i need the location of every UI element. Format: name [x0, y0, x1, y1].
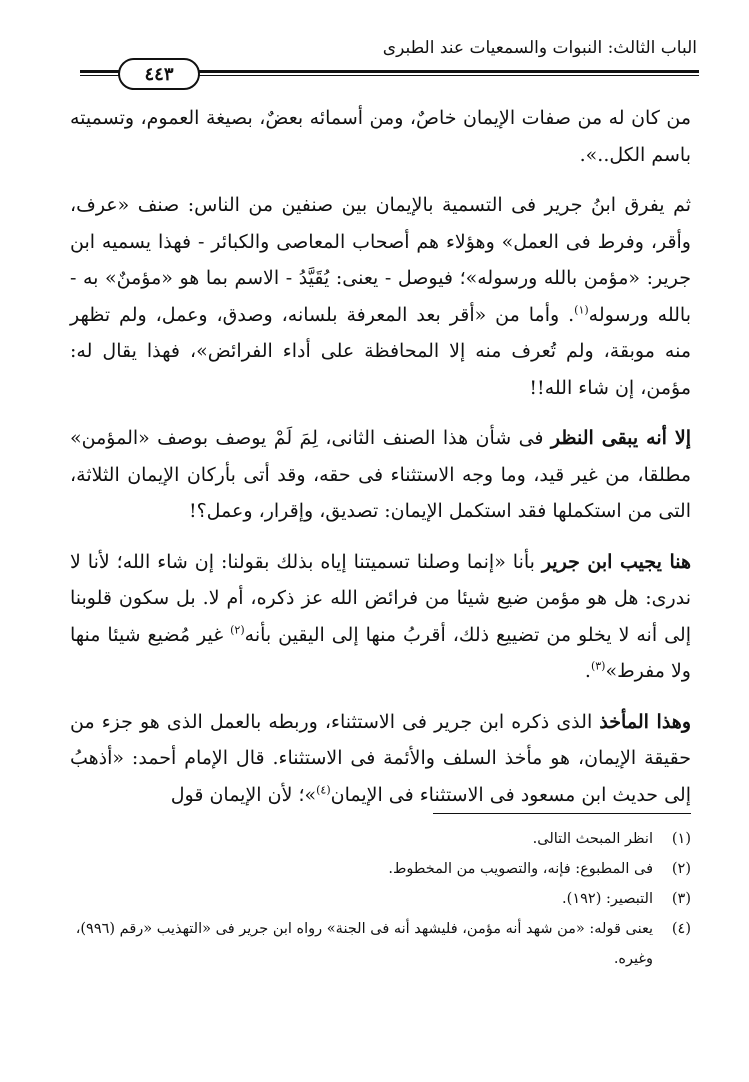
footnotes [70, 824, 691, 974]
page-number-badge: ٤٤٣ [118, 58, 200, 90]
paragraph-3-text: فى شأن هذا الصنف الثانى، لِمَ لَمْ يوصف بوصف «المؤمن» مطلقا، من غير قيد، وما وجه الاستثناء فى حقه، وقد أتى بأركان الإيمان الثلاثة، التى من استكملها فقد استكمل الإيمان: تصديق، وإقرار، وعمل؟! [70, 427, 691, 522]
paragraph-2-rest: . وأما من «أقر بعد المعرفة بلسانه، وصدق، وعمل، ولم تظهر منه موبقة، ولم تُعرف منه إلا المحافظة على أداء الفرائض»، فهذا يقال له: مؤمن، إن شاء الله!! [70, 303, 691, 399]
footnote-number: (٤) [671, 921, 691, 937]
footnote-text: فى المطبوع: فإنه، والتصويب من المخطوط. [388, 861, 653, 877]
paragraph-1 [70, 100, 691, 173]
footnote [70, 854, 691, 884]
footnote-number: (٢) [671, 861, 691, 877]
paragraph-4-lead: هنا يجيب ابن جرير [541, 550, 692, 573]
paragraph-2-text: ثم يفرق ابنُ جرير فى التسمية بالإيمان بين صنفين من الناس: صنف «عرف، وأقر، وفرط فى العمل» وهؤلاء هم أصحاب المعاصى والكبائر - فهذا يسميه ابن جرير: «مؤمن بالله ورسوله»؛ فيوصل - يعنى: يُقَيَّدُ - الاسم بما هو «مؤمنٌ» به - بالله ورسوله [70, 194, 691, 326]
footnote-number: (١) [671, 831, 691, 847]
footnote [70, 884, 691, 914]
paragraph-4-text: بأنا «إنما وصلنا تسميتنا إياه بذلك بقولنا: إن شاء الله؛ لأنا لا ندرى: هل هو مؤمن ضيع شيئا من فرائض الله عز ذكره، أم لا. بل سكون قلوبنا إلى أنه لا يخلو من تضييع ذلك، أقربُ منها إلى اليقين بأنه [70, 550, 691, 646]
paragraph-3-lead: إلا أنه يبقى النظر [550, 427, 691, 449]
paragraph-2 [70, 187, 691, 406]
paragraph-5 [70, 704, 691, 814]
footnote [70, 914, 691, 974]
paragraph-5-lead: وهذا المأخذ [599, 710, 691, 733]
footnote-text: انظر المبحث التالى. [532, 831, 653, 847]
footnote-text: التبصير: (١٩٢). [562, 891, 653, 907]
footnote-ref-1: (١) [574, 303, 589, 317]
running-header: الباب الثالث: النبوات والسمعيات عند الطبرى [382, 38, 697, 58]
paragraph-1-text: من كان له من صفات الإيمان خاصٌ، ومن أسمائه بعضٌ، بصيغة العموم، وتسميته باسم الكل..». [70, 107, 691, 166]
paragraph-4-mid: غير مُضيع شيئا منها ولا مفرط» [70, 623, 691, 682]
footnote-ref-3: (٣) [590, 659, 606, 673]
paragraph-5-text: الذى ذكره ابن جرير فى الاستثناء، وربطه بالعمل الذى هو جزء من حقيقة الإيمان، هو مأخذ السلف والأئمة فى الاستثناء. قال الإمام أحمد: «أذهبُ إلى حديث ابن مسعود فى الاستثناء فى الإيمان [70, 710, 691, 806]
paragraph-5-end: »؛ لأن الإيمان قول [170, 783, 317, 806]
footnote-number: (٣) [671, 891, 691, 907]
footnote-ref-4: (٤) [316, 783, 331, 797]
footnote-text: يعنى قوله: «من شهد أنه مؤمن، فليشهد أنه فى الجنة» رواه ابن جرير فى «التهذيب «رقم (٩٩٦)، وغيره. [75, 921, 653, 967]
paragraph-3 [70, 420, 691, 530]
paragraph-4 [70, 544, 691, 690]
footnote-separator [433, 813, 691, 814]
footnote [70, 824, 691, 854]
main-text [70, 100, 691, 827]
footnote-ref-2: (٢) [230, 623, 245, 637]
paragraph-4-end: . [584, 660, 591, 682]
